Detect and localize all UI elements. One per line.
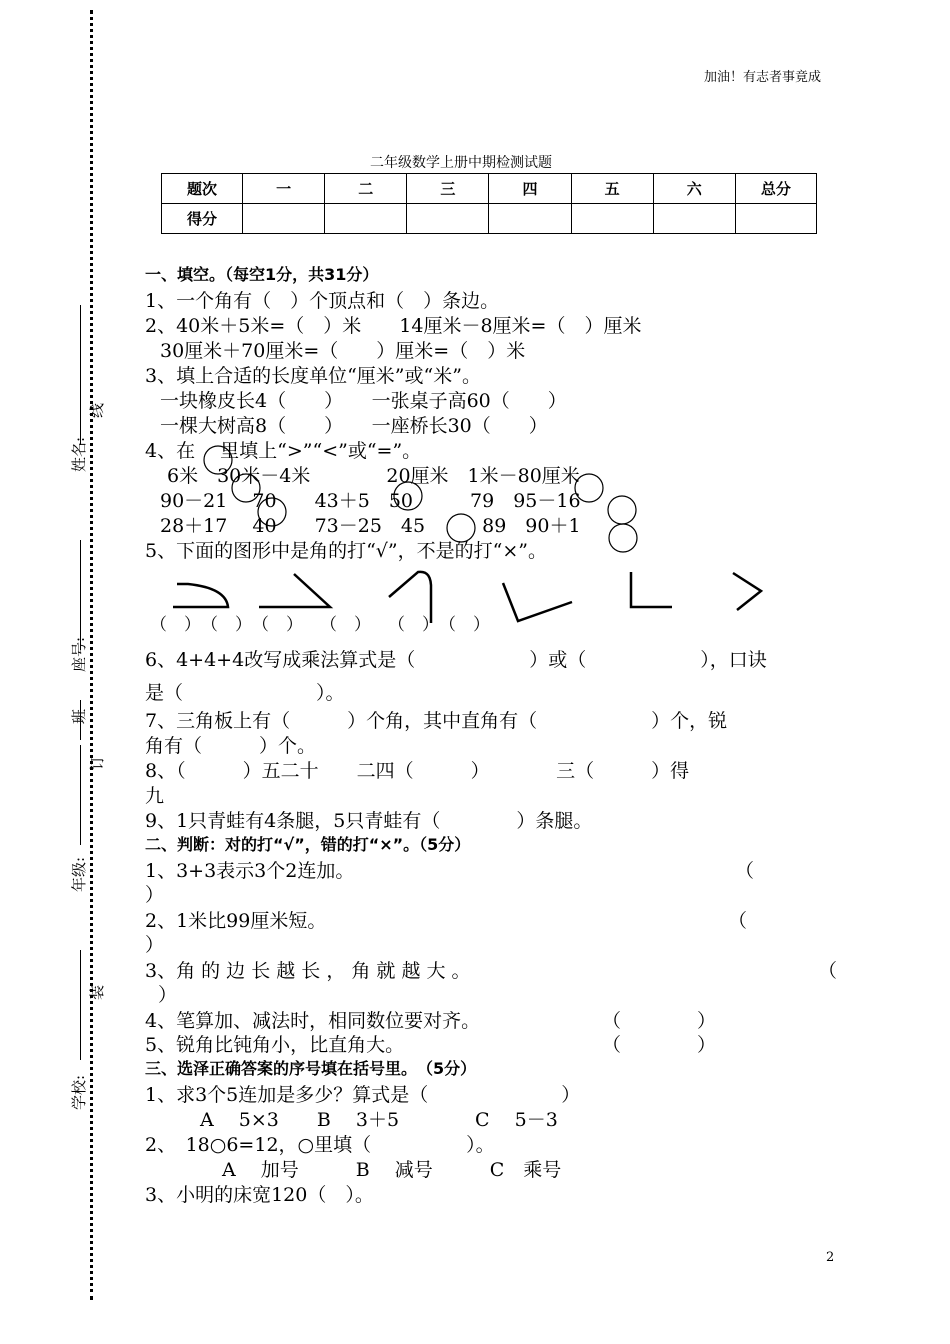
answer-parens: （ ）	[602, 1010, 717, 1032]
table-cell: 四	[489, 174, 571, 204]
answer-paren-close: ）	[158, 984, 178, 1006]
page-title: 二年级数学上册中期检测试题	[370, 155, 552, 171]
section3-heading: 三、选泽正确答案的序号填在括号里。 （5分）	[145, 1059, 477, 1078]
question-text: 3、填上合适的长度单位“厘米”或“米”。	[145, 365, 481, 387]
compare-circle	[608, 496, 636, 524]
table-cell: 得分	[162, 204, 243, 234]
section1-heading: 一、填空。（每空1分，共31分）	[145, 265, 379, 284]
angle-figures	[173, 572, 761, 623]
table-cell: 二	[325, 174, 407, 204]
compare-circle	[447, 514, 475, 542]
school-label: 学校:	[70, 1074, 88, 1110]
table-cell: 六	[653, 174, 735, 204]
grade-label: 年级:	[70, 856, 88, 892]
question-text: 1、求3个5连加是多少？算式是（ ）	[145, 1084, 581, 1106]
question-text: 1、一个角有（ ）个顶点和（ ）条边。	[145, 290, 500, 312]
question-text: 6、4+4+4改写成乘法算式是（ ）或（ ），口诀	[145, 649, 767, 671]
motto: 加油！有志者事竟成	[704, 70, 822, 85]
question-text: 90－21 70 43＋5 50 79 95－16	[160, 490, 581, 512]
question-text: 角有（ ）个。	[145, 735, 317, 757]
compare-circle	[394, 482, 422, 510]
question-text: 一棵大树高8（ ） 一座桥长30（ ）	[160, 415, 548, 437]
table-cell: 五	[571, 174, 653, 204]
figure-curve-shape	[173, 584, 228, 607]
section2-heading: 二、判断：对的打“√”，错的打“×”。（5分）	[145, 835, 471, 854]
class-label: 班	[70, 708, 88, 724]
answer-options: A 5×3 B 3＋5 C 5－3	[200, 1109, 558, 1131]
compare-circle	[258, 498, 286, 526]
compare-circle	[575, 474, 603, 502]
question-text: 7、三角板上有（ ）个角，其中直角有（ ）个，锐	[145, 710, 728, 732]
answer-paren-close: ）	[145, 934, 165, 956]
question-text: 是（ ）。	[145, 682, 345, 704]
answer-paren-open: （	[818, 960, 838, 982]
question-text: 5、下面的图形中是角的打“√”，不是的打“×”。	[145, 540, 547, 562]
question-text: 3、小明的床宽120（ ）。	[145, 1184, 374, 1206]
figure-right-angle-5	[631, 572, 672, 607]
figure-angle-2	[259, 574, 330, 607]
question-text: 5、锐角比钝角小，比直角大。	[145, 1034, 405, 1056]
compare-circle	[232, 474, 260, 502]
table-cell: 总分	[735, 174, 816, 204]
answer-paren-open: （	[735, 860, 755, 882]
zhuang-label: 装	[88, 984, 106, 1000]
figure-open-angle-6	[733, 573, 761, 610]
question-text: 28＋17 40 73－25 45 89 90＋1	[160, 515, 581, 537]
question-text: 2、40米＋5米=（ ）米 14厘米－8厘米=（ ）厘米	[145, 315, 642, 337]
question-text: 8、（ ）五二十 二四（ ） 三（ ）得	[145, 760, 690, 782]
seat-label: 座号:	[70, 636, 88, 672]
answer-parens: （ ）	[602, 1034, 717, 1056]
compare-circles	[204, 446, 637, 552]
question-text: 一块橡皮长4（ ） 一张桌子高60（ ）	[160, 390, 567, 412]
answer-parens: （ ） （ ） （ ） （ ） （ ） （ ）	[150, 615, 490, 635]
compare-circle	[204, 446, 232, 474]
figure-angle-4	[503, 583, 572, 621]
answer-options: A 加号 B 减号 C 乘号	[222, 1159, 562, 1181]
figure-curve-angle-3	[389, 572, 431, 623]
ding-label: 订	[88, 754, 106, 770]
name-label: 姓名:	[70, 436, 88, 472]
question-text: 30厘米＋70厘米=（ ）厘米=（ ）米	[160, 340, 526, 362]
question-text: 4、笔算加、减法时，相同数位要对齐。	[145, 1010, 481, 1032]
page-number: 2	[826, 1250, 835, 1265]
answer-paren-open: （	[728, 910, 748, 932]
question-text: 2、1米比99厘米短。	[145, 910, 327, 932]
answer-paren-close: ）	[145, 884, 165, 906]
table-cell: 一	[243, 174, 325, 204]
line-label: 线	[88, 402, 106, 418]
question-text: 2、 18○6=12，○里填（ ）。	[145, 1134, 495, 1156]
question-text: 4、在 里填上“>”“<”或“=”。	[145, 440, 422, 462]
table-cell: 三	[407, 174, 489, 204]
question-text: 9、1只青蛙有4条腿，5只青蛙有（ ）条腿。	[145, 810, 593, 832]
question-text: 1、3+3表示3个2连加。	[145, 860, 355, 882]
question-text: 6米 30米－4米 20厘米 1米－80厘米	[167, 465, 580, 487]
question-text: 九	[145, 785, 165, 807]
question-text: 3、角 的 边 长 越 长 ， 角 就 越 大 。	[145, 960, 471, 982]
compare-circle	[609, 524, 637, 552]
table-cell: 题次	[162, 174, 243, 204]
